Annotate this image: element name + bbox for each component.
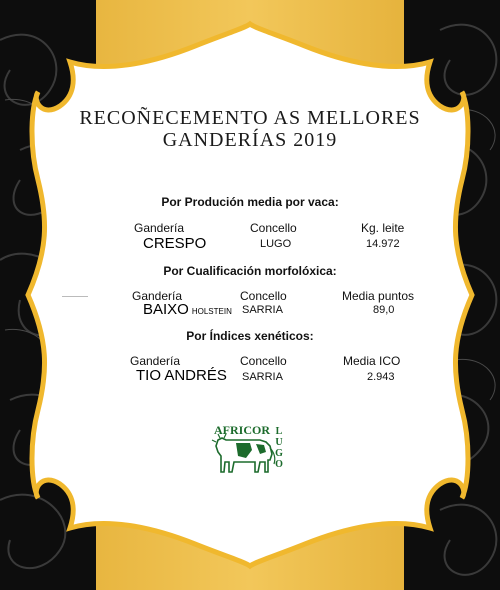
section-heading-morphology: Por Cualificación morfolóxica: <box>163 264 337 278</box>
logo-africor-text: AFRICOR <box>214 423 270 437</box>
certificate-content <box>60 0 440 590</box>
winner-value: 89,0 <box>373 304 395 316</box>
winner-concello: LUGO <box>260 238 292 250</box>
title-line-1: RECOÑECEMENTO AS MELLORES <box>79 107 421 129</box>
label-ganderia: Gandería <box>134 221 185 235</box>
label-kg-leite: Kg. leite <box>361 221 405 235</box>
winner-name: CRESPO <box>143 235 207 252</box>
winner-name: BAIXO <box>143 301 189 318</box>
title-line-2: GANDERÍAS 2019 <box>162 129 338 151</box>
winner-concello: SARRIA <box>242 371 283 383</box>
winner-name-line <box>143 301 232 318</box>
cow-icon <box>210 418 290 480</box>
label-media-puntos: Media puntos <box>342 289 415 303</box>
section-heading-genetics: Por Índices xenéticos: <box>186 329 314 343</box>
logo-lugo-text: LUGO <box>275 426 283 470</box>
label-media-ico: Media ICO <box>343 354 401 368</box>
label-concello: Concello <box>250 221 297 235</box>
section-heading-production: Por Produción media por vaca: <box>161 195 339 209</box>
winner-value: 2.943 <box>367 371 395 383</box>
winner-value: 14.972 <box>366 238 400 250</box>
winner-name-suffix: HOLSTEIN <box>191 307 232 316</box>
label-concello: Concello <box>240 289 287 303</box>
label-concello: Concello <box>240 354 287 368</box>
winner-name: TIO ANDRÉS <box>136 367 227 384</box>
label-ganderia: Gandería <box>130 354 181 368</box>
winner-concello: SARRIA <box>242 304 283 316</box>
label-ganderia: Gandería <box>132 289 183 303</box>
page-title <box>60 107 440 151</box>
